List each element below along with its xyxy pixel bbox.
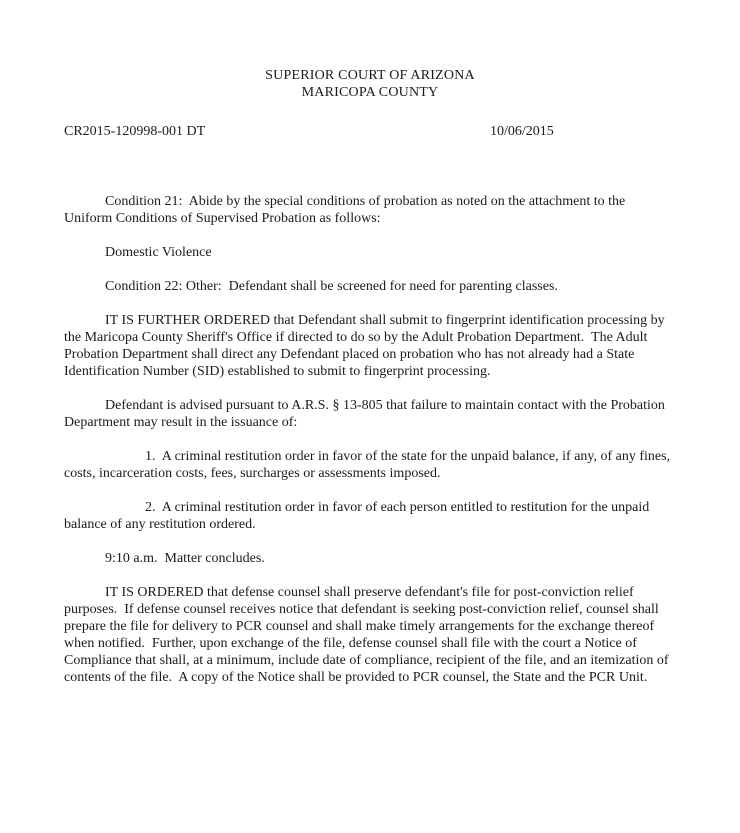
county-name: MARICOPA COUNTY: [301, 85, 439, 100]
restitution-item-2: 2. A criminal restitution order in favor of each person entitled to restitution for the unpaid balance of any restitution ordered.: [64, 500, 653, 532]
hearing-date: 10/06/2015: [490, 124, 554, 139]
condition-22-paragraph: Condition 22: Other: Defendant shall be screened for need for parenting classes.: [105, 279, 558, 294]
case-info-row: [64, 123, 676, 140]
document-body: [64, 193, 676, 686]
ars-advisory-paragraph: Defendant is advised pursuant to A.R.S. § 13-805 that failure to maintain contact with the Probation Department may result in the issuance of:: [64, 398, 669, 430]
document-header: [64, 67, 676, 101]
case-number: CR2015-120998-001 DT: [64, 124, 206, 139]
pcr-order-paragraph: IT IS ORDERED that defense counsel shall preserve defendant's file for post-conviction relief purposes. If defense counsel receives notice that defendant is seeking post-conviction relief, counsel shall prepare the file for delivery to PCR counsel and shall make timely arrangements for the exchange thereof when notified. Further, upon exchange of the file, defense counsel shall file with the court a Notice of Compliance that shall, at a minimum, include date of compliance, recipient of the file, and an itemization of contents of the file. A copy of the Notice shall be provided to PCR counsel, the State and the PCR Unit.: [64, 585, 673, 685]
restitution-item-1: 1. A criminal restitution order in favor of the state for the unpaid balance, if any, of any fines, costs, incarceration costs, fees, surcharges or assessments imposed.: [64, 449, 674, 481]
court-name: SUPERIOR COURT OF ARIZONA: [265, 68, 475, 83]
matter-concludes-line: 9:10 a.m. Matter concludes.: [105, 551, 265, 566]
fingerprint-order-paragraph: IT IS FURTHER ORDERED that Defendant shall submit to fingerprint identification processing by the Maricopa County Sheriff's Office if directed to do so by the Adult Probation Department. The Adult Probation Department shall direct any Defendant placed on probation who has not already had a State Identification Number (SID) established to submit to fingerprint processing.: [64, 313, 669, 379]
domestic-violence-line: Domestic Violence: [105, 245, 212, 260]
condition-21-paragraph: Condition 21: Abide by the special conditions of probation as noted on the attachment to the Uniform Conditions of Supervised Probation as follows:: [64, 194, 629, 226]
